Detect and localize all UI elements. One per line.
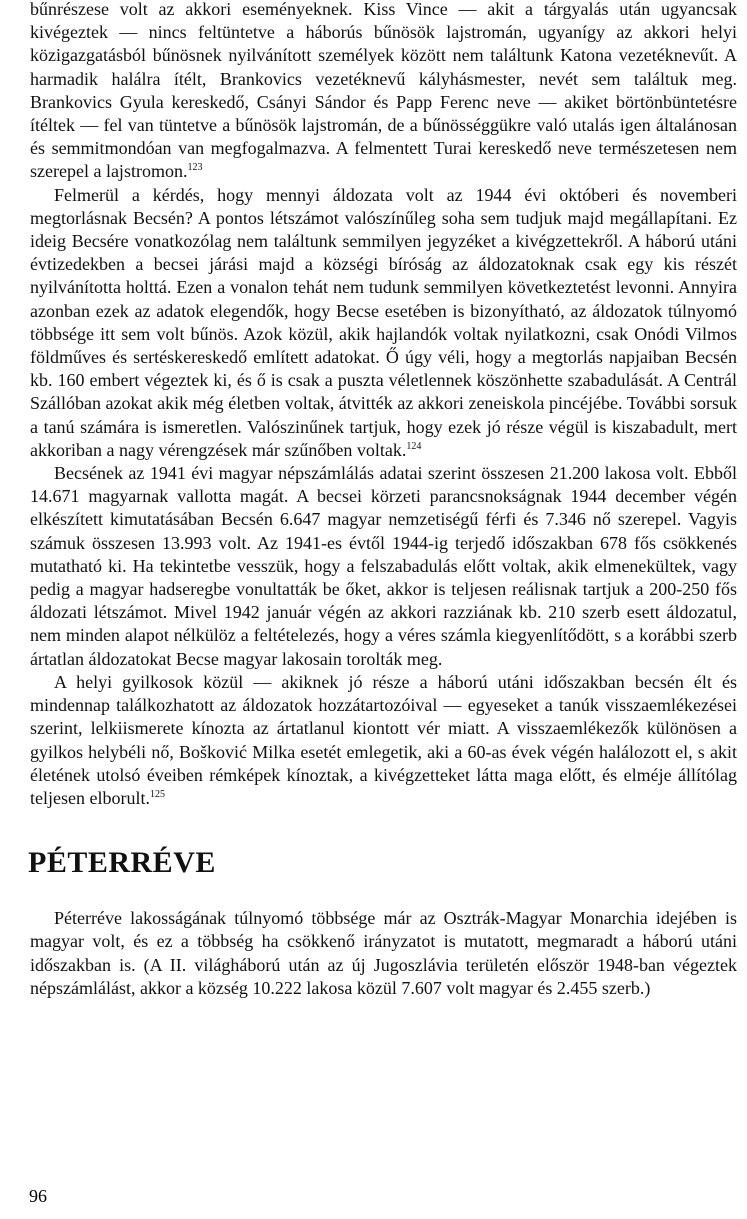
paragraph-4-text: A helyi gyilkosok közül — akiknek jó része a háború utáni időszakban becsén élt és mindennap találkozhatott az áldozatok hozzátartozóival — egyeseket a tanúk visszaemlékezései szerint, lelkiismerete kínozta az ártatlanul kiontott vér miatt. A visszaemlékezők különösen a gyilkos helybéli nő, Bošković Milka esetét emlegetik, aki a 60-as évek végén halálozott el, s akit életének utolsó éveiben rémképek kínoztak, a kivégzetteket látta maga előtt, és elméje állítólag teljesen elborult. [30,671,737,808]
footnote-ref-124: 124 [406,440,422,452]
footnote-ref-125: 125 [149,788,165,800]
paragraph-3 [30,462,737,671]
paragraph-4 [30,671,737,810]
section-heading: PÉTERRÉVE [28,846,216,880]
footnote-ref-123: 123 [187,162,203,174]
paragraph-2-text: Felmerül a kérdés, hogy mennyi áldozata volt az 1944 évi októberi és novemberi megtorlásnak Becsén? A pontos létszámot valószínűleg soha sem tudjuk majd megállapítani. Ez ideig Becsére vonatkozólag nem találtunk semmilyen jegyzéket a kivégzettekről. A háború utáni évtizedekben a becsei járási majd a községi bíróság az áldozatoknak csak egy kis részét nyilvánította holttá. Ezen a vonalon tehát nem tudunk semmilyen következtetést levonni. Annyira azonban ezek az adatok elegendők, hogy Becse esetében is bizonyítható, az áldozatok túlnyomó többsége itt sem volt bűnös. Azok közül, akik hajlandók voltak nyilatkozni, csak Onódi Vilmos földműves és sertéskereskedő említett adatokat. Ő úgy véli, hogy a megtorlás napjaiban Becsén kb. 160 embert végeztek ki, és ő is csak a puszta véletlennek köszönhette szabadulását. A Centrál Szállóban azokat akik még életben voltak, átvitték az akkori zeneiskola pincéjébe. További sorsuk a tanú számára is ismeretlen. Valószinűnek tartjuk, hogy ezek jó része végül is kiszabadult, mert akkoriban a nagy vérengzések már szűnőben voltak. [30,184,737,460]
paragraph-3-text: Becsének az 1941 évi magyar népszámlálás adatai szerint összesen 21.200 lakosa volt. Ebből 14.671 magyarnak vallotta magát. A becsei körzeti parancsnokságnak 1944 december végén elkészített kimutatásában Becsén 6.647 magyar nemzetiségű férfi és 7.346 nő szerepel. Vagyis számuk összesen 13.993 volt. Az 1941-es évtől 1944-ig terjedő időszakban 678 fős csökkenés mutatható ki. Ha tekintetbe vesszük, hogy a felszabadulás előtt voltak, akik elmenekültek, vagy pedig a magyar hadseregbe vonultatták be őket, akkor is teljesen reálisnak tartjuk a 200-250 fős áldozati létszámot. Mivel 1942 január végén az akkori razziának kb. 210 szerb esett áldozatul, nem minden alapot nélkülöz a feltételezés, hogy a véres számla kiegyenlítődött, s a korábbi szerb ártatlan áldozatokat Becse magyar lakosain torolták meg. [30,463,737,669]
page-number: 96 [29,1186,47,1206]
section-paragraph: Péterréve lakosságának túlnyomó többsége már az Osztrák-Magyar Monarchia idejében is magyar volt, és ez a többség ha csökkenő irányzatot is mutatott, megmaradt a háború utáni időszakban is. (A II. világháború után az új Jugoszlávia területén először 1948-ban végeztek népszámlálást, akkor a község 10.222 lakosa közül 7.607 volt magyar és 2.455 szerb.) [30,908,737,998]
paragraph-1 [30,0,737,184]
paragraph-2 [30,184,737,462]
paragraph-1-text: bűnrészese volt az akkori eseményeknek. Kiss Vince — akit a tárgyalás után ugyancsak kivégeztek — nincs feltüntetve a háborús bűnösök lajstromán, ugyanígy az akkori helyi közigazgatásból bűnösnek nyilvánított személyek között nem találtunk Katona vezetéknevűt. A harmadik halálra ítélt, Brankovics vezetéknevű kályhásmester, nevét sem találtuk meg. Brankovics Gyula kereskedő, Csányi Sándor és Papp Ferenc neve — akiket börtönbüntetésre ítéltek — fel van tüntetve a bűnösök lajstromán, de a bűnösséggükre való utalás igen általánosan és semmitmondóan van megfogalmazva. A felmentett Turai kereskedő neve természetesen nem szerepel a lajstromon. [30,0,737,182]
